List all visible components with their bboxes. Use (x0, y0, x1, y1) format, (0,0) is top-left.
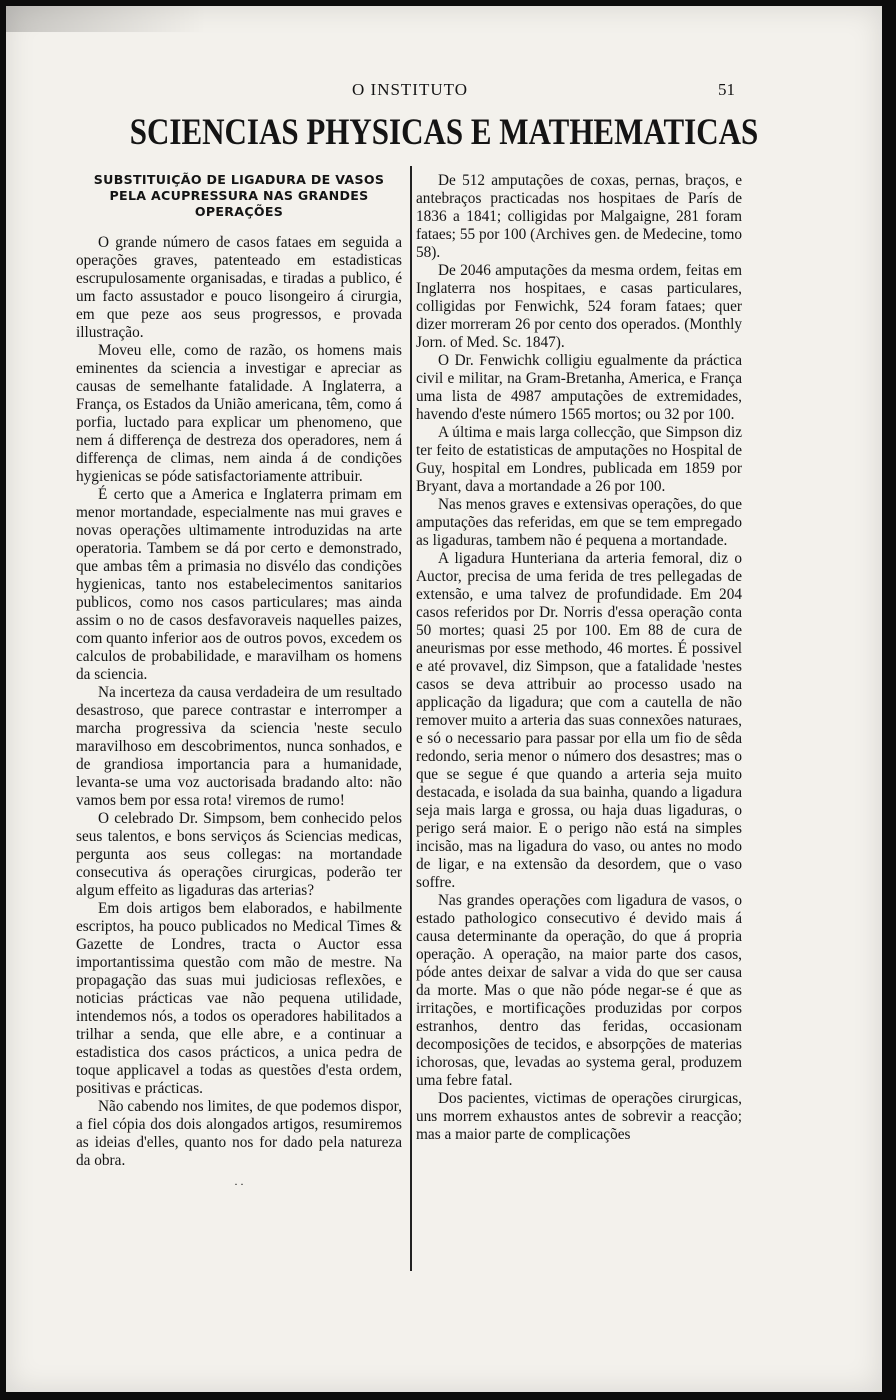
ink-smudge (6, 6, 206, 32)
right-column (416, 172, 742, 1144)
paragraph: De 2046 amputações da mesma ordem, feitas em Inglaterra nos hospitaes, e casas particulares, colligidas por Fenwichk, 524 foram fataes; quer dizer morreram 26 por cento dos operados. (Monthly Jorn. of Med. Sc. 1847). (416, 262, 742, 351)
left-column (76, 172, 402, 1188)
page-number: 51 (718, 80, 735, 99)
paragraph: Dos pacientes, victimas de operações cirurgicas, uns morrem exhaustos antes de sobrevir a reacção; mas a maior parte de complicações (416, 1090, 742, 1143)
paragraph: O grande número de casos fataes em seguida a operações graves, patenteado em estadisticas escrupulosamente organisadas, e tiradas a publico, é um facto assustador e pouco lisongeiro á cirurgia, em que peze aos seus progressos, e provada illustração. (76, 234, 402, 341)
journal-name: O INSTITUTO (352, 80, 468, 99)
paragraph: Nas menos graves e extensivas operações, do que amputações das referidas, em que se tem empregado as ligaduras, tambem não é pequena a mortandade. (416, 496, 742, 549)
paragraph: De 512 amputações de coxas, pernas, braços, e antebraços practicadas nos hospitaes de París de 1836 a 1841; colligidas por Malgaigne, 281 foram fataes; 55 por 100 (Archives gen. de Medecine, tomo 58). (416, 172, 742, 261)
paragraph: É certo que a America e Inglaterra primam em menor mortandade, especialmente nas mui graves e novas operações ultimamente introduzidas na arte operatoria. Tambem se dá por certo e demonstrado, que ambas têm a primasia no disvélo das condições hygienicas, tanto nos estabelecimentos sanitarios publicos, como nos casos particulares; mas ainda assim o no de casos desfavoraveis naquelles paizes, com quanto inferior aos de outros povos, excedem os calculos de probabilidade, e maravilham os homens da sciencia. (76, 486, 402, 683)
running-head (6, 80, 882, 102)
section-title: SCIENCIAS PHYSICAS E MATHEMATICAS (129, 110, 759, 153)
column-rule (410, 166, 412, 1271)
paragraph: Não cabendo nos limites, de que podemos dispor, a fiel cópia dos dois alongados artigos, resumiremos as ideias d'elles, quanto nos for dado pela natureza da obra. (76, 1098, 402, 1169)
paragraph: A última e mais larga collecção, que Simpson diz ter feito de estatisticas de amputações no Hospital de Guy, hospital em Londres, publicada em 1859 por Bryant, dava a mortandade a 26 por 100. (416, 424, 742, 495)
paragraph: Moveu elle, como de razão, os homens mais eminentes da sciencia a investigar e apreciar as causas de semelhante fatalidade. A Inglaterra, a França, os Estados da União americana, têm, como á porfia, luctado para explicar um phenomeno, que nem á differença de destreza dos operadores, nem á differença de climas, nem ainda á de condições hygienicas se póde satisfactoriamente attribuir. (76, 342, 402, 485)
paragraph: Nas grandes operações com ligadura de vasos, o estado pathologico consecutivo é devido mais á causa determinante da operação, do que á propria operação. A operação, na maior parte dos casos, póde antes deixar de salvar a vida do que ser causa da morte. Mas o que não póde negar-se é que as irritações, e mortificações produzidas por corpos estranhos, dentro das feridas, occasionam decomposições de tecidos, e absorpções de materias ichorosas, que, levadas ao systema geral, produzem uma febre fatal. (416, 892, 742, 1089)
paragraph: O celebrado Dr. Simpsom, bem conhecido pelos seus talentos, e bons serviços ás Sciencias medicas, pergunta aos seus collegas: na mortandade consecutiva ás operações cirurgicas, poderão ter algum effeito as ligaduras das arterias? (76, 810, 402, 899)
paragraph: O Dr. Fenwichk colligiu egualmente da práctica civil e militar, na Gram-Bretanha, America, e França uma lista de 4987 amputações de extremidades, havendo d'este número 1565 mortos; ou 32 por 100. (416, 352, 742, 423)
paragraph: Em dois artigos bem elaborados, e habilmente escriptos, ha pouco publicados no Medical Times & Gazette de Londres, tracta o Auctor essa importantissima questão com mão de mestre. Na propagação das suas mui judiciosas reflexões, e noticias prácticas vae não pequena utilidade, intendemos nós, a todos os operadores habilitados a trilhar a senda, que elle abre, e a continuar a estadistica dos casos prácticos, a unica pedra de toque applicavel a todas as questões d'esta ordem, positivas e prácticas. (76, 900, 402, 1097)
paragraph: Na incerteza da causa verdadeira de um resultado desastroso, que parece contrastar e interromper a marcha progressiva da sciencia 'neste seculo maravilhoso em descobrimentos, nunca sonhados, e de grandiosa importancia para a humanidade, levanta-se uma voz auctorisada bradando alto: não vamos bem por essa rota! viremos de rumo! (76, 684, 402, 809)
ornament: . . (234, 1174, 244, 1188)
newspaper-page (6, 6, 882, 1392)
article-title: SUBSTITUIÇÃO DE LIGADURA DE VASOS PELA ACUPRESSURA NAS GRANDES OPERAÇÕES (93, 172, 385, 219)
paragraph: A ligadura Hunteriana da arteria femoral, diz o Auctor, precisa de uma ferida de tres pellegadas de extensão, e uma talvez de profundidade. Em 204 casos referidos por Dr. Norris d'essa operação conta 50 mortes; quasi 25 por 100. Em 88 de cura de aneurismas por esse methodo, 46 mortes. É possivel e até provavel, diz Simpson, que a fatalidade 'nestes casos se deva attribuir ao processo usado na applicação da ligadura; que com a cautella de não remover muito a arteria das suas connexões naturaes, e só o necessario para passar por ella um fio de sêda redondo, seria menor o número dos desastres; mas o que se segue é que quando a arteria seja muito destacada, e isolada da sua bainha, quando a ligadura seja mais larga e grossa, ou haja duas ligaduras, o perigo será maior. E o perigo não está na simples incisão, mas na ligadura do vaso, ou antes no modo de ligar, e na extensão da desordem, que o vaso soffre. (416, 550, 742, 891)
